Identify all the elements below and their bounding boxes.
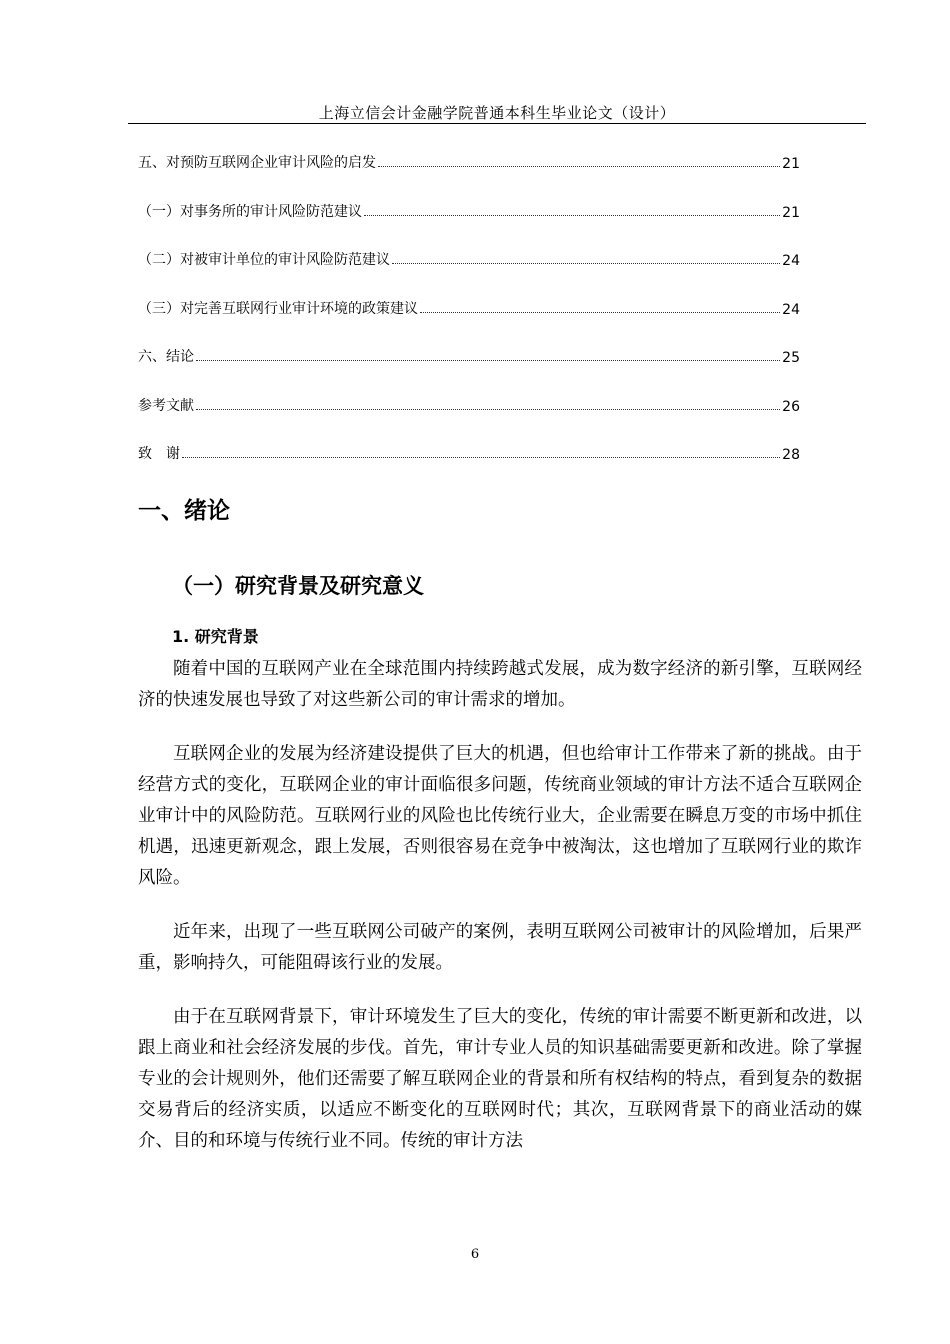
toc-leader-dots [196,409,780,410]
toc-leader-dots [196,360,780,361]
toc-entry-page: 21 [782,204,800,221]
toc-entry[interactable] [138,144,800,172]
toc-leader-dots [378,166,780,167]
toc-entry-page: 25 [782,350,800,366]
toc-entry-title: （三）对完善互联网行业审计环境的政策建议 [138,300,418,317]
toc-entry-title: 五、对预防互联网企业审计风险的启发 [138,155,376,171]
toc-entry-title: 致 谢 [138,446,180,462]
paragraph: 由于在互联网背景下，审计环境发生了巨大的变化，传统的审计需要不断更新和改进，以跟上商业和社会经济发展的步伐。首先，审计专业人员的知识基础需要更新和改进。除了掌握专业的会计规则外，他们还需要了解互联网企业的背景和所有权结构的特点，看到复杂的数据交易背后的经济实质，以适应不断变化的互联网时代；其次，互联网背景下的商业活动的媒介、目的和环境与传统行业不同。传统的审计方法 [138,1007,862,1151]
page-number: 6 [470,1247,480,1262]
toc-leader-dots [182,457,780,458]
chapter-heading: 一、绪论 [138,498,230,524]
header-title: 上海立信会计金融学院普通本科生毕业论文（设计） [318,104,676,122]
toc-entry-page: 21 [782,156,800,172]
toc-entry-title: 参考文献 [138,397,194,414]
toc-entry[interactable] [138,221,800,270]
paragraph: 近年来，出现了一些互联网公司破产的案例，表明互联网公司被审计的风险增加，后果严重，影响持久，可能阻碍该行业的发展。 [138,922,862,973]
subsection-heading: 1. 研究背景 [172,627,259,646]
toc-entry-page: 24 [782,253,800,269]
paragraph: 互联网企业的发展为经济建设提供了巨大的机遇，但也给审计工作带来了新的挑战。由于经营方式的变化，互联网企业的审计面临很多问题，传统商业领域的审计方法不适合互联网企业审计中的风险防范。互联网行业的风险也比传统行业大，企业需要在瞬息万变的市场中抓住机遇，迅速更新观念，跟上发展，否则很容易在竞争中被淘汰，这也增加了互联网行业的欺诈风险。 [138,744,862,888]
toc-entry[interactable] [138,269,800,318]
body-text [138,654,862,1180]
toc-entry-page: 26 [782,398,800,415]
toc-entry-page: 24 [782,301,800,318]
section-heading: （一）研究背景及研究意义 [172,574,424,598]
page-header [128,103,866,124]
toc-leader-dots [364,215,780,216]
toc-entry-title: （二）对被审计单位的审计风险防范建议 [138,252,390,268]
toc-entry-title: 六、结论 [138,349,194,365]
toc-entry[interactable] [138,415,800,464]
toc-entry[interactable] [138,366,800,415]
toc-entry-page: 28 [782,447,800,463]
toc-entry-title: （一）对事务所的审计风险防范建议 [138,203,362,220]
paragraph: 随着中国的互联网产业在全球范围内持续跨越式发展，成为数字经济的新引擎，互联网经济的快速发展也导致了对这些新公司的审计需求的增加。 [138,659,862,710]
toc-leader-dots [420,312,780,313]
toc-leader-dots [392,263,780,264]
toc-entry[interactable] [138,318,800,367]
table-of-contents [138,144,800,463]
toc-entry[interactable] [138,172,800,221]
